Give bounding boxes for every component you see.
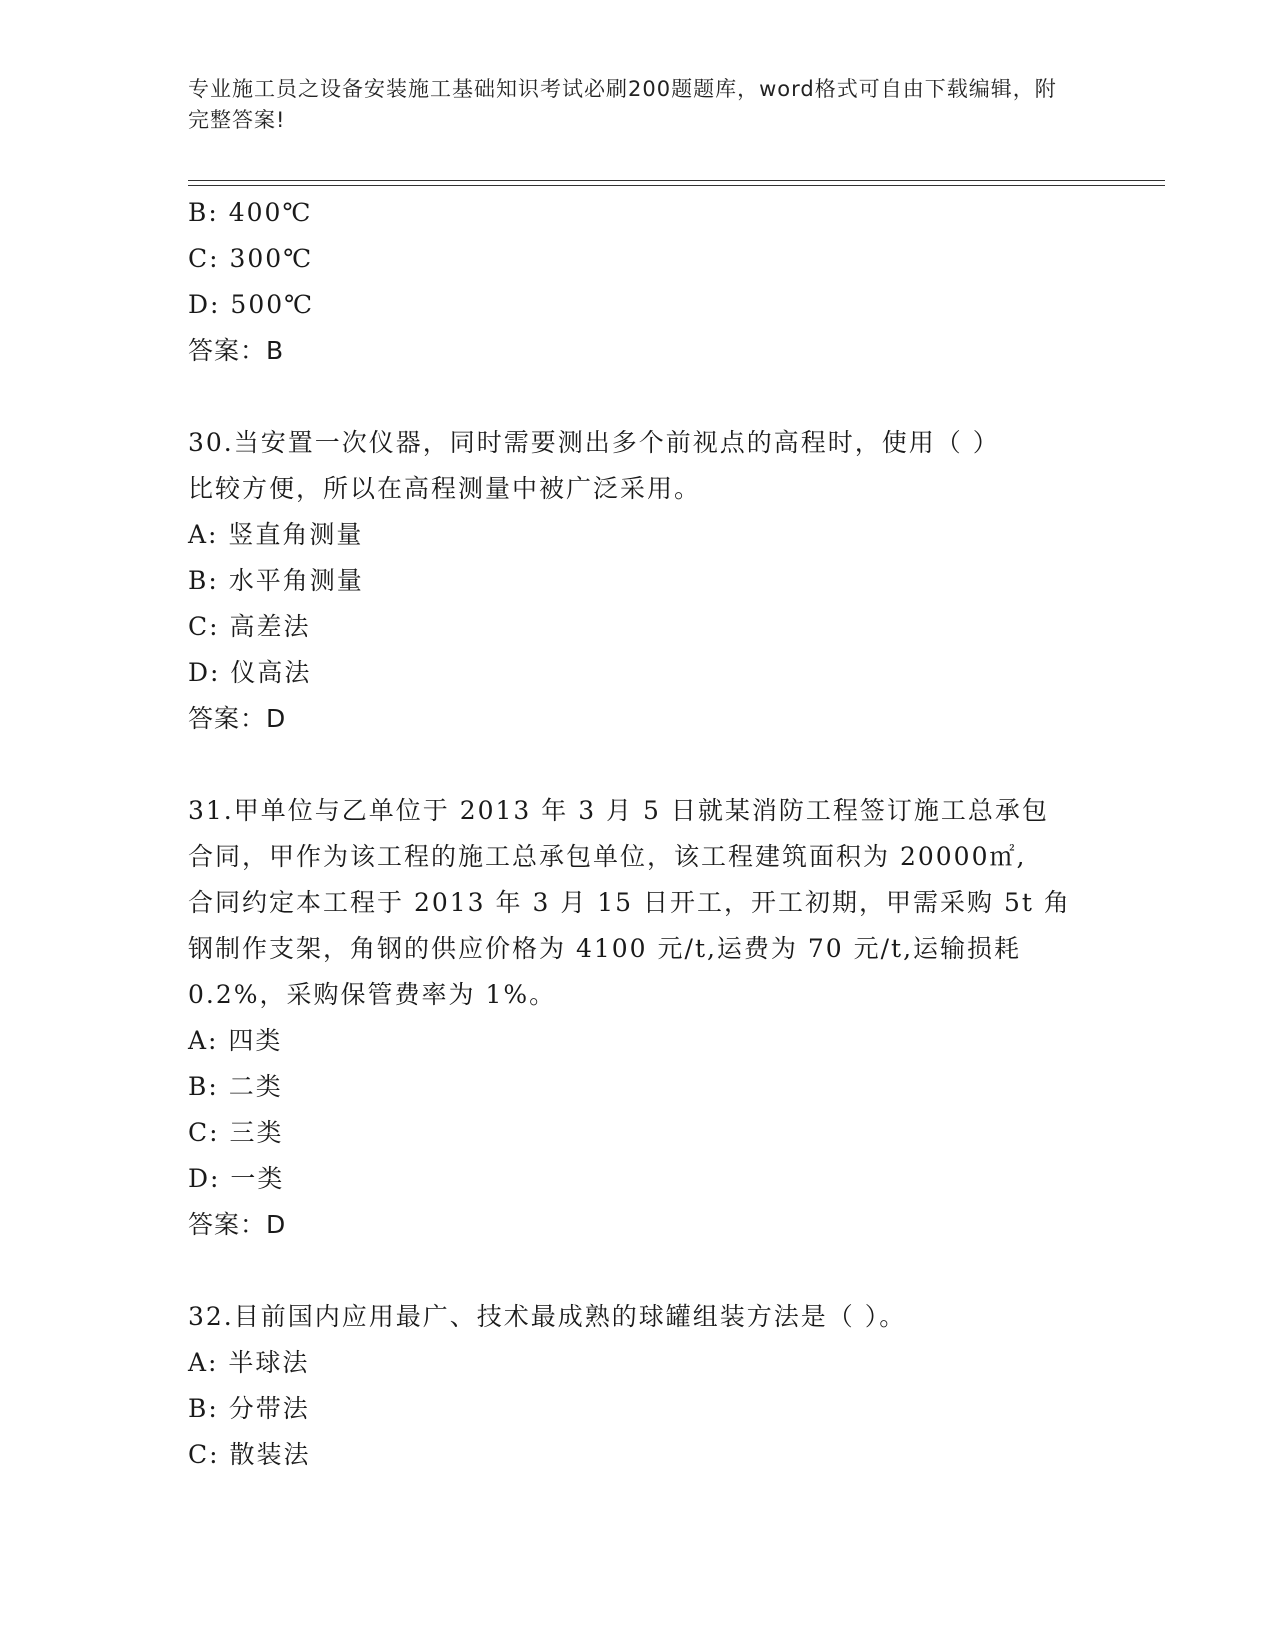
option-d: D: 仪高法 <box>188 658 312 687</box>
option-a: A: 半球法 <box>188 1348 310 1377</box>
spacer <box>188 374 1088 420</box>
question-stem: 0.2%，采购保管费率为 1%。 <box>188 980 557 1009</box>
option-c: C: 三类 <box>188 1118 284 1147</box>
question-stem: 钢制作支架，角钢的供应价格为 4100 元/t,运费为 70 元/t,运输损耗 <box>188 934 1022 963</box>
spacer <box>188 742 1088 788</box>
option-a: A: 竖直角测量 <box>188 520 364 549</box>
question-block-29 <box>188 190 1088 374</box>
option-a: A: 四类 <box>188 1026 283 1055</box>
option-c: C: 高差法 <box>188 612 311 641</box>
option-b: B: 二类 <box>188 1072 283 1101</box>
question-block-31 <box>188 788 1088 1248</box>
option-b: B: 水平角测量 <box>188 566 364 595</box>
header-divider-bottom <box>188 185 1165 186</box>
question-stem: 31.甲单位与乙单位于 2013 年 3 月 5 日就某消防工程签订施工总承包 <box>188 796 1049 825</box>
question-stem: 合同约定本工程于 2013 年 3 月 15 日开工，开工初期，甲需采购 5t 角 <box>188 888 1071 917</box>
header-divider-top <box>188 180 1165 181</box>
option-d: D: 500℃ <box>188 290 315 319</box>
question-stem: 合同，甲作为该工程的施工总承包单位，该工程建筑面积为 20000㎡, <box>188 842 1027 871</box>
document-header-title: 专业施工员之设备安装施工基础知识考试必刷200题题库，word格式可自由下载编辑，附完整答案! <box>188 77 1057 132</box>
option-b: B: 400℃ <box>188 198 313 227</box>
option-b: B: 分带法 <box>188 1394 310 1423</box>
question-stem: 30.当安置一次仪器，同时需要测出多个前视点的高程时，使用（ ） <box>188 428 1000 457</box>
answer-line: 答案：D <box>188 1210 287 1239</box>
spacer <box>188 1248 1088 1294</box>
answer-line: 答案：B <box>188 336 285 365</box>
answer-line: 答案：D <box>188 704 287 733</box>
question-block-30 <box>188 420 1088 742</box>
option-c: C: 300℃ <box>188 244 314 273</box>
option-c: C: 散装法 <box>188 1440 311 1469</box>
question-list <box>188 190 1088 1478</box>
question-stem: 32.目前国内应用最广、技术最成熟的球罐组装方法是（ ）。 <box>188 1302 907 1331</box>
question-block-32 <box>188 1294 1088 1478</box>
question-stem: 比较方便，所以在高程测量中被广泛采用。 <box>188 474 702 503</box>
option-d: D: 一类 <box>188 1164 285 1193</box>
